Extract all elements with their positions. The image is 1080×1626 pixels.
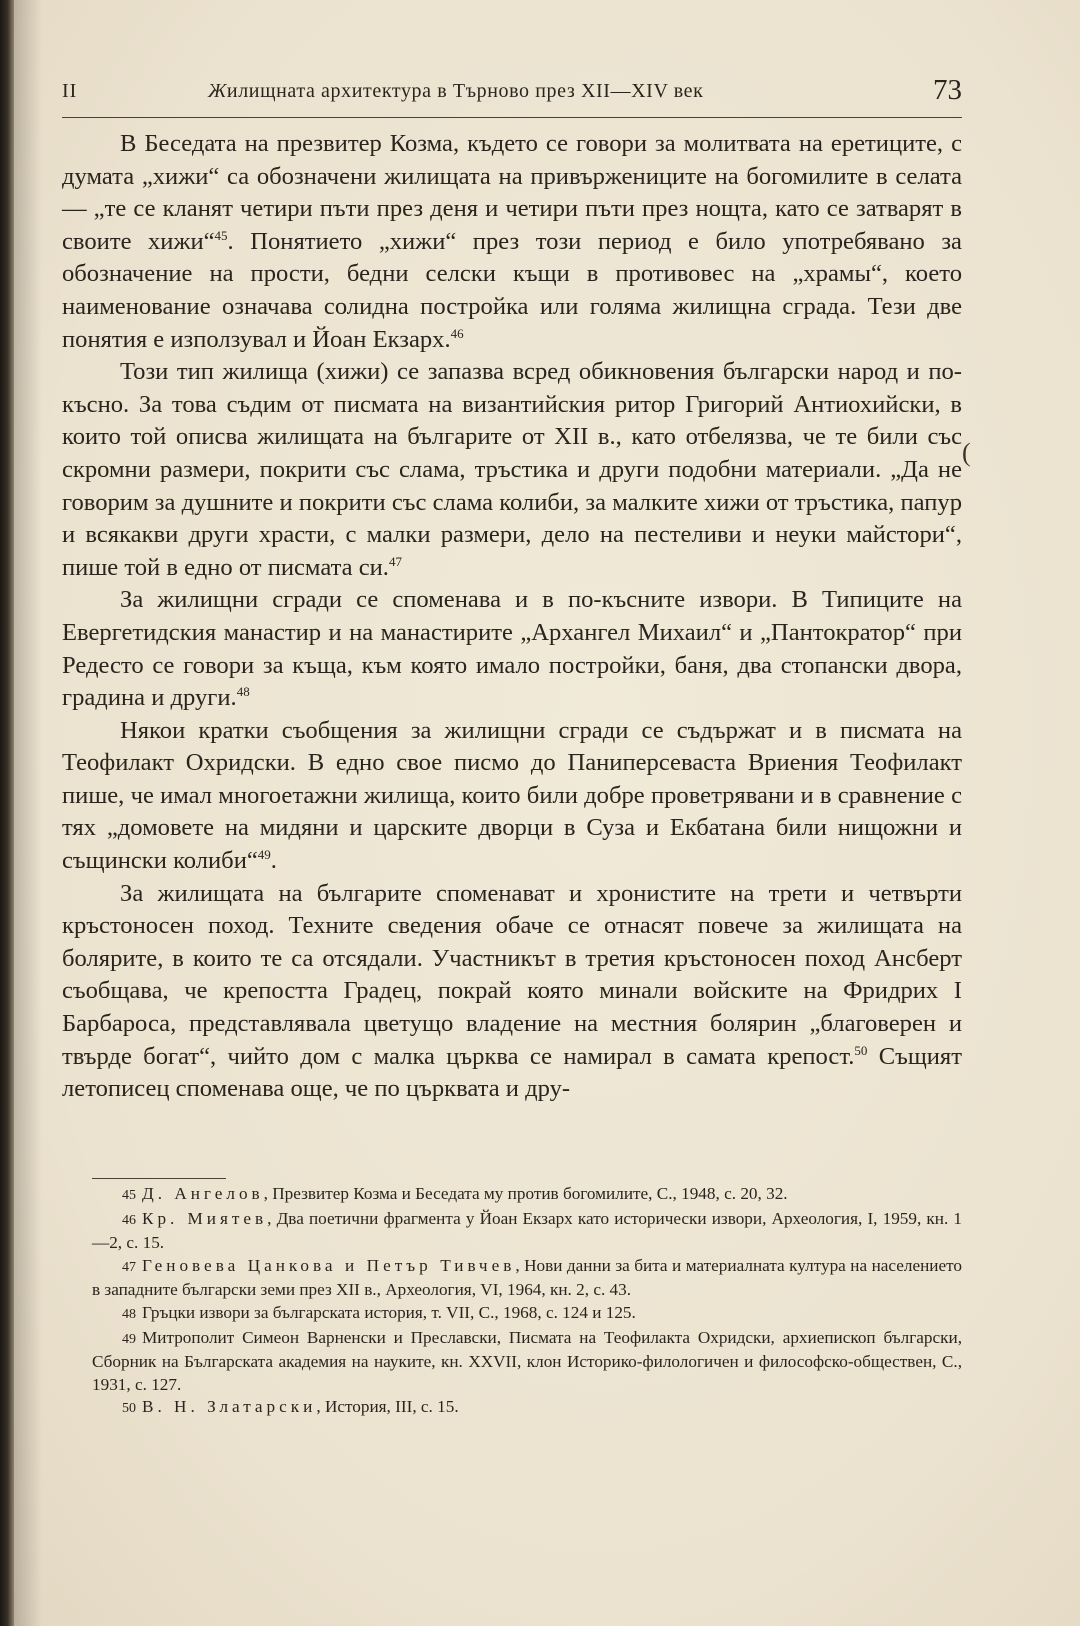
footnote-rule [92,1178,226,1179]
paragraph-text: Някои кратки съобщения за жилищни сгради се съдържат и в писмата на Теофилакт Охридски. В едно свое писмо до Паниперсеваста Вриения Теофилакт пише, че имал многоетажни жилища, които били добре проветрявани и в сравнение с тях „домовете на мидяни и царските дворци в Суза и Екбатана били нищожни и същински колиби“ [62,716,962,875]
footnote-text: , История, III, с. 15. [316,1397,459,1417]
footnote-author: Кр. Миятев [142,1208,268,1228]
footnote-ref: 46 [450,325,464,341]
main-text [62,128,962,1106]
paragraph-text: За жилищни сгради се споменава и в по-късните извори. В Типиците на Евергетидския манастир и на манастирите „Архангел Михаил“ и „Пантократор“ при Редесто се говори за къща, към която имало постройки, баня, два стопански двора, градина и други. [62,586,962,712]
footnote-ref: 49 [257,846,271,862]
footnote-50 [92,1396,962,1421]
running-title-initial: Ж [208,80,227,102]
paragraph-1 [62,128,962,356]
paragraph-text: . Понятието „хижи“ през този период е било употребявано за обозначение на прости, бедни селски къщи в противовес на „храмы“, което наименование означава солидна постройка или голяма жилищна сграда. Тези две понятия е използувал и Йоан Екзарх. [62,227,962,353]
paragraph-4 [62,715,962,878]
section-number: II [62,80,78,102]
footnote-number: 45 [122,1188,136,1203]
footnote-ref: 48 [236,683,250,699]
paragraph-5 [62,878,962,1106]
footnotes [92,1183,962,1421]
footnote-number: 47 [122,1259,136,1275]
footnote-author: В. Н. Златарски [142,1397,317,1417]
footnote-author: Д. Ангелов [142,1184,264,1203]
footnote-49 [92,1327,962,1397]
footnote-text: , Презвитер Козма и Беседата му против богомилите, С., 1948, с. 20, 32. [263,1184,788,1203]
footnote-text: Гръцки извори за българската история, т. VII, С., 1968, с. 124 и 125. [142,1302,636,1322]
margin-mark: ( [962,438,971,467]
footnote-text: Митрополит Симеон Варненски и Преславски, Писмата на Теофилакта Охридски, архиепископ български, Сборник на Българската академия на науките, кн. XXVII, клон Историко-филологичен и философско-обществен, С., 1931, с. 127. [92,1327,962,1394]
footnote-ref: 50 [854,1042,868,1058]
footnote-ref: 47 [388,553,402,569]
paragraph-text: За жилищата на българите споменават и хронистите на трети и четвърти кръстоносен поход. Техните сведения обаче се отнасят повече за жилищата на болярите, в които те са отсядали. Участникът в третия кръстоносен поход Ансберт съобщава, че крепостта Градец, покрай която минали войските на Фридрих I Барбароса, представлявала цветущо владение на местния болярин „благоверен и твърде богат“, чийто дом с малка църква се намирал в самата крепост. [62,879,962,1070]
footnote-ref: 45 [214,227,228,243]
footnote-text: , Два поетични фрагмента у Йоан Екзарх като исторически извори, Археология, I, 1959, кн. 1—2, с. 15. [92,1208,962,1253]
running-header [62,74,962,114]
paragraph-text: В Беседата на презвитер Козма, където се говори за молитвата на еретиците, с думата „хижи“ са обозначени жилищата на привържениците на богомилите в селата — „те се кланят четири пъти през деня и четири пъти през нощта, като се затварят в своите хижи“ [62,130,962,255]
running-title [208,80,703,103]
footnote-47 [92,1255,962,1302]
paragraph-3 [62,584,962,714]
footnote-46 [92,1208,962,1255]
running-title-rest: илищната архитектура в Търново през XII—XIV век [226,80,704,102]
footnote-number: 49 [122,1331,136,1347]
footnote-author: Геновева Цанкова и Петър Тивчев [142,1255,516,1275]
paragraph-2 [62,356,962,584]
paragraph-text: Същият летописец споменава още, че по църквата и дру- [62,1042,962,1103]
paragraph-text: Този тип жилища (хижи) се запазва всред обикновения български народ и по-късно. За това съдим от писмата на византийския ритор Григорий Антиохийски, в които той описва жилищата на българите от XII в., като отбелязва, че те били със скромни размери, покрити със слама, тръстика и други подобни материали. „Да не говорим за душните и покрити със слама колиби, за малките хижи от тръстика, папур и всякакви други храсти, с малки размери, дело на пестеливи и неуки майстори“, пише той в едно от писмата си. [62,358,962,581]
binding-shadow [14,0,42,1626]
book-binding [0,0,14,1626]
footnote-text: , Нови данни за бита и материалната култура на населението в западните български земи през XII в., Археология, VI, 1964, кн. 2, с. 43. [92,1255,962,1300]
page-number: 73 [933,74,962,106]
footnote-48 [92,1302,962,1327]
paragraph-text-end: . [270,847,277,875]
footnote-number: 48 [122,1306,136,1322]
footnote-number: 50 [122,1401,136,1417]
header-rule [62,117,962,118]
footnote-45 [92,1183,962,1208]
footnote-number: 46 [122,1212,136,1228]
